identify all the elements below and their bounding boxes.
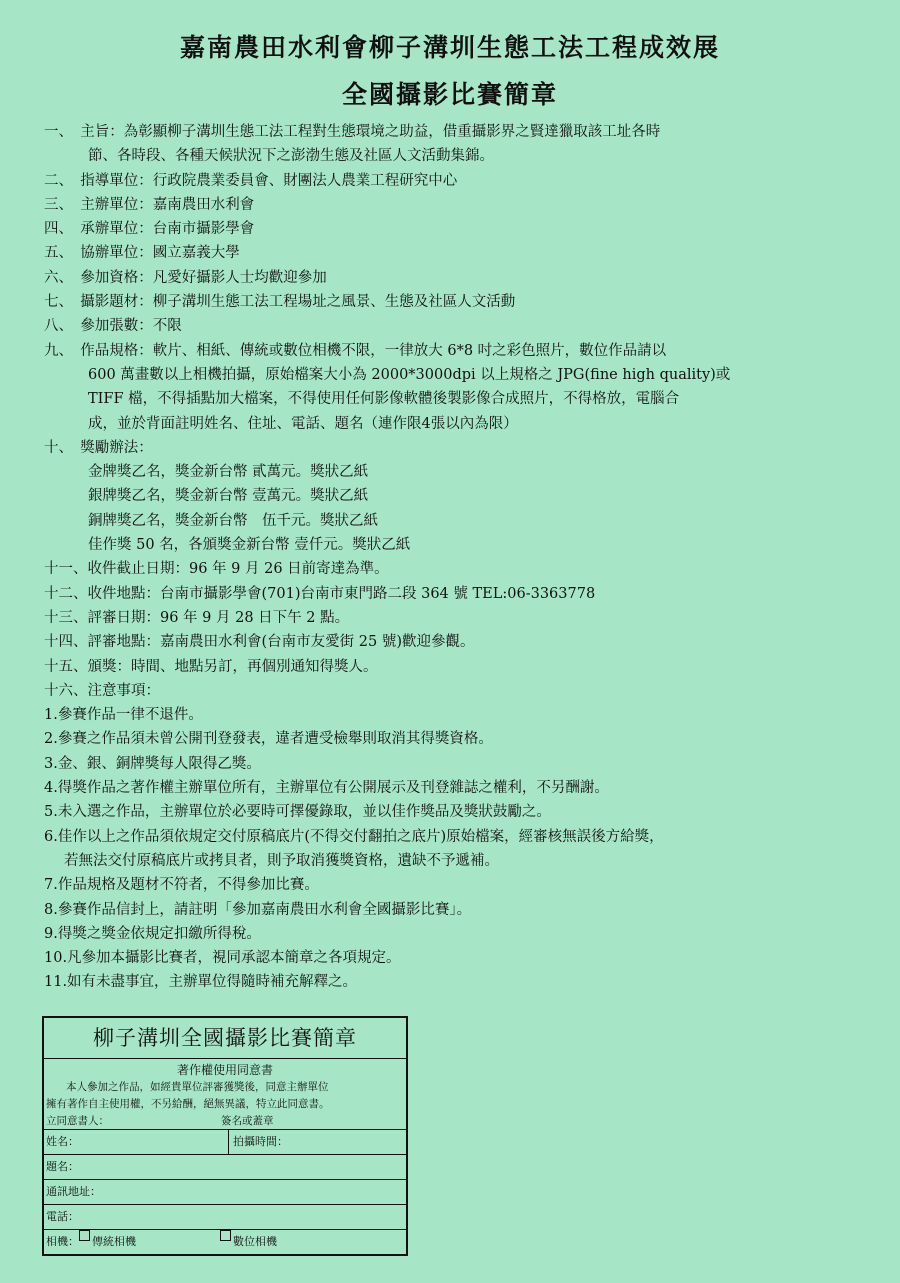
note-line: 9.得獎之獎金依規定扣繳所得稅。 (44, 925, 261, 942)
rule-line: 八、 參加張數：不限 (44, 318, 182, 335)
rule-line: 十二、收件地點：台南市攝影學會(701)台南市東門路二段 364 號 TEL:06-3363778 (44, 585, 596, 602)
name-row (44, 1130, 406, 1155)
rule-line: 十三、評審日期：96 年 9 月 28 日下午 2 點。 (44, 609, 350, 626)
note-line: 7.作品規格及題材不符者，不得參加比賽。 (44, 877, 319, 894)
form-title: 柳子溝圳全國攝影比賽簡章 (44, 1018, 406, 1059)
prize-line: 銀牌獎乙名，獎金新台幣 壹萬元。獎狀乙紙 (88, 488, 369, 505)
note-line: 8.參賽作品信封上，請註明「參加嘉南農田水利會全國攝影比賽」。 (44, 901, 472, 918)
subject-field[interactable]: 題名： (44, 1155, 406, 1180)
rule-line: 二、 指導單位：行政院農業委員會、財團法人農業工程研究中心 (44, 172, 458, 189)
note-line: 11.如有未盡事宜，主辦單位得隨時補充解釋之。 (44, 974, 358, 991)
document-subtitle: 全國攝影比賽簡章 (341, 80, 558, 109)
note-line: 10.凡參加本攝影比賽者，視同承認本簡章之各項規定。 (44, 950, 401, 967)
note-line: 3.金、銀、銅牌獎每人限得乙獎。 (44, 755, 261, 772)
document-title: 嘉南農田水利會柳子溝圳生態工法工程成效展 (179, 33, 720, 62)
rule-line: 三、 主辦單位：嘉南農田水利會 (44, 196, 255, 213)
address-field[interactable]: 通訊地址： (44, 1180, 406, 1205)
form-text-line: 擁有著作自主使用權，不另給酬，絕無異議，特立此同意書。 (46, 1098, 330, 1110)
rule-line: 成，並於背面註明姓名、住址、電話、題名（連作限4張以內為限） (88, 415, 518, 432)
rule-line: 六、 參加資格：凡愛好攝影人士均歡迎參加 (44, 269, 327, 286)
camera-row (44, 1230, 406, 1254)
rule-line: 四、 承辦單位：台南市攝影學會 (44, 221, 255, 238)
name-field[interactable]: 姓名： (46, 1130, 229, 1154)
note-line: 1.參賽作品一律不退件。 (44, 707, 203, 724)
film-camera-label: 傳統相機 (92, 1235, 136, 1248)
rules-body (44, 120, 864, 995)
rule-line: 十四、評審地點：嘉南農田水利會(台南市友愛街 25 號)歡迎參觀。 (44, 634, 475, 651)
form-text (44, 1079, 406, 1113)
signer-label: 立同意書人： (46, 1115, 109, 1127)
form-text-line: 本人參加之作品，如經貴單位評審獲獎後，同意主辦單位 (66, 1081, 329, 1093)
signer-row (44, 1113, 406, 1130)
digital-camera-label: 數位相機 (233, 1235, 277, 1248)
rule-line: 九、 作品規格：軟片、相紙、傳統或數位相機不限，一律放大 6*8 吋之彩色照片，數位作品請以 (44, 342, 667, 359)
rule-line: 七、 攝影題材：柳子溝圳生態工法工程場址之風景、生態及社區人文活動 (44, 294, 516, 311)
rule-line: 節、各時段、各種天候狀況下之澎渤生態及社區人文活動集錦。 (88, 148, 494, 165)
note-line: 6.佳作以上之作品須依規定交付原稿底片(不得交付翻拍之底片)原始檔案，經審核無誤後方給獎， (44, 828, 664, 845)
form-subtitle: 著作權使用同意書 (176, 1063, 273, 1077)
rule-line: 十、 獎勵辦法： (44, 439, 153, 456)
consent-form (42, 1016, 408, 1256)
rule-line: 十六、注意事項： (44, 682, 160, 699)
sign-label: 簽名或蓋章 (221, 1115, 274, 1127)
shoot-time-field[interactable]: 拍攝時間： (233, 1135, 288, 1148)
note-line: 4.得獎作品之著作權主辦單位所有，主辦單位有公開展示及刊登雜誌之權利，不另酬謝。 (44, 780, 609, 797)
film-camera-checkbox[interactable] (79, 1230, 90, 1241)
phone-field[interactable]: 電話： (44, 1205, 406, 1230)
note-line: 2.參賽之作品須未曾公開刊登發表，違者遭受檢舉則取消其得獎資格。 (44, 731, 493, 748)
digital-camera-checkbox[interactable] (220, 1230, 231, 1241)
prize-line: 金牌獎乙名，獎金新台幣 貳萬元。獎狀乙紙 (88, 464, 369, 481)
rule-line: 十一、收件截止日期：96 年 9 月 26 日前寄達為準。 (44, 561, 389, 578)
rule-line: TIFF 檔，不得插點加大檔案，不得使用任何影像軟體後製影像合成照片，不得格放，電腦合 (88, 391, 680, 408)
note-line: 5.未入選之作品，主辦單位於必要時可擇優錄取，並以佳作獎品及獎狀鼓勵之。 (44, 804, 551, 821)
prize-line: 佳作獎 50 名，各頒獎金新台幣 壹仟元。獎狀乙紙 (88, 537, 411, 554)
rule-line: 600 萬畫數以上相機拍攝，原始檔案大小為 2000*3000dpi 以上規格之 JPG(fine high quality)或 (88, 366, 731, 383)
rule-line: 十五、頒獎：時間、地點另訂，再個別通知得獎人。 (44, 658, 378, 675)
camera-label: 相機： (46, 1235, 79, 1248)
rule-line: 五、 協辦單位：國立嘉義大學 (44, 245, 240, 262)
note-line: 若無法交付原稿底片或拷貝者，則予取消獲獎資格，遺缺不予遞補。 (64, 852, 499, 869)
prize-line: 銅牌獎乙名，獎金新台幣 伍千元。獎狀乙紙 (88, 512, 378, 529)
rule-line: 一、 主旨：為彰顯柳子溝圳生態工法工程對生態環境之助益，借重攝影界之賢達獵取該工址各時 (44, 124, 661, 140)
